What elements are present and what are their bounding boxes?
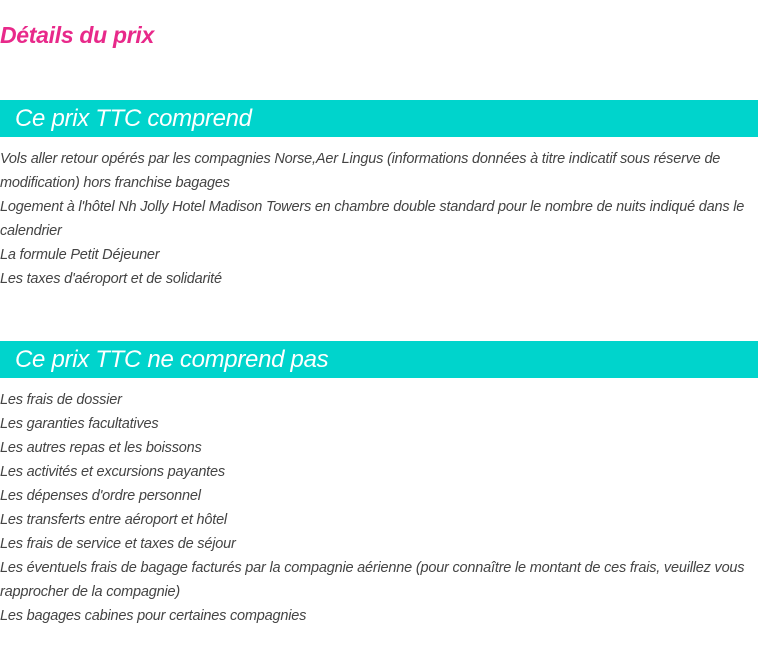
list-item: Les garanties facultatives	[0, 416, 159, 432]
list-item: Les frais de service et taxes de séjour	[0, 536, 236, 552]
list-item: La formule Petit Déjeuner	[0, 247, 160, 263]
list-item: Les transferts entre aéroport et hôtel	[0, 512, 227, 528]
included-section-heading: Ce prix TTC comprend	[0, 100, 758, 137]
list-item: Les autres repas et les boissons	[0, 440, 202, 456]
list-item: Les éventuels frais de bagage facturés par la compagnie aérienne (pour connaître le montant de ces frais, veuillez vous rapprocher de la compagnie)	[0, 560, 745, 600]
excluded-list	[0, 388, 758, 628]
list-item: Les frais de dossier	[0, 392, 122, 408]
list-item: Les taxes d'aéroport et de solidarité	[0, 271, 222, 287]
page-title: Détails du prix	[0, 22, 154, 48]
list-item: Les activités et excursions payantes	[0, 464, 225, 480]
list-item: Logement à l'hôtel Nh Jolly Hotel Madison Towers en chambre double standard pour le nombre de nuits indiqué dans le calendrier	[0, 199, 745, 239]
excluded-section-heading: Ce prix TTC ne comprend pas	[0, 341, 758, 378]
included-list	[0, 147, 758, 291]
list-item: Vols aller retour opérés par les compagnies Norse,Aer Lingus (informations données à titre indicatif sous réserve de modification) hors franchise bagages	[0, 151, 721, 191]
list-item: Les bagages cabines pour certaines compagnies	[0, 608, 307, 624]
list-item: Les dépenses d'ordre personnel	[0, 488, 201, 504]
